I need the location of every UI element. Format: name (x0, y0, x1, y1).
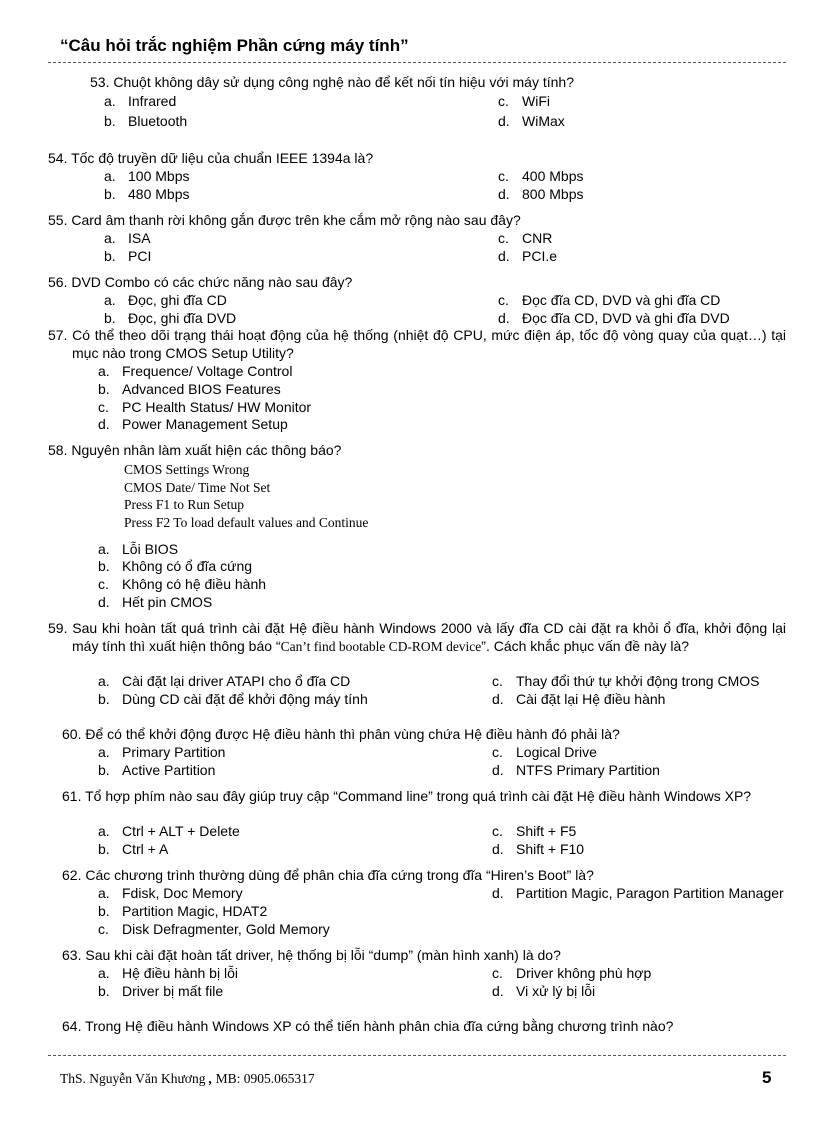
option-c: c. Disk Defragmenter, Gold Memory (98, 921, 330, 937)
phone-number: MB: 0905.065317 (215, 1071, 315, 1086)
option-a: a. Primary Partition (98, 744, 226, 760)
header-divider (48, 62, 786, 63)
question-stem: 58. Nguyên nhân làm xuất hiện các thông báo? (48, 442, 342, 458)
question-55 (48, 212, 786, 230)
error-message: CMOS Date/ Time Not Set (124, 480, 271, 495)
option-d: d. Cài đặt lại Hệ điều hành (492, 691, 666, 707)
question-60 (62, 726, 786, 744)
footer-author: ThS. Nguyễn Văn Khương , MB: 0905.065317 (60, 1071, 315, 1086)
option-d: d. NTFS Primary Partition (492, 762, 660, 778)
option-b: b. Dùng CD cài đặt để khởi động máy tính (98, 691, 368, 707)
question-stem: 61. Tổ hợp phím nào sau đây giúp truy cập “Command line” trong quá trình cài đặt Hệ điều hành Windows XP? (62, 788, 752, 804)
option-c: c. 400 Mbps (498, 168, 584, 184)
option-b: b. Active Partition (98, 762, 216, 778)
question-stem: 64. Trong Hệ điều hành Windows XP có thể tiến hành phân chia đĩa cứng bằng chương trình nào? (62, 1018, 674, 1034)
option-a: a. Fdisk, Doc Memory (98, 885, 243, 901)
option-b: b. Driver bị mất file (98, 983, 224, 999)
error-message: Press F1 to Run Setup (124, 497, 245, 512)
question-62 (62, 867, 786, 885)
option-c: c. Shift + F5 (492, 823, 577, 839)
footer-divider (48, 1055, 786, 1056)
option-d: d. Shift + F10 (492, 841, 585, 857)
option-a: a. Đọc, ghi đĩa CD (104, 292, 227, 308)
question-stem: 59. Sau khi hoàn tất quá trình cài đặt Hệ điều hành Windows 2000 và lấy đĩa CD cài đặt ra khỏi ổ đĩa, khởi động lại máy tính thì xuất hiện thông báo “ (48, 620, 786, 654)
question-59: 59. Sau khi hoàn tất quá trình cài đặt Hệ điều hành Windows 2000 và lấy đĩa CD cài đặt ra khỏi ổ đĩa, khởi động lại máy tính thì xuất hiện thông báo “Can’t find bootable CD-ROM device”. Cách khắc phục vấn đề này là? (48, 620, 786, 654)
option-d: d. Power Management Setup (98, 416, 288, 432)
quoted-error-message: Can’t find bootable CD-ROM device (280, 638, 482, 654)
question-stem: 55. Card âm thanh rời không gắn được trên khe cắm mở rộng nào sau đây? (48, 212, 521, 228)
option-c: c. WiFi (498, 93, 550, 109)
error-message: Press F2 To load default values and Continue (124, 515, 369, 530)
question-56 (48, 274, 786, 292)
option-a: a. Cài đặt lại driver ATAPI cho ổ đĩa CD (98, 673, 351, 689)
option-a: a. Hệ điều hành bị lỗi (98, 965, 238, 981)
option-c: c. CNR (498, 230, 553, 246)
option-c: c. Thay đổi thứ tự khởi động trong CMOS (492, 673, 760, 689)
question-54 (48, 150, 786, 168)
question-57 (48, 327, 786, 362)
option-d: d. Đọc đĩa CD, DVD và ghi đĩa DVD (498, 310, 730, 326)
option-a: a. Frequence/ Voltage Control (98, 363, 293, 379)
option-b: b. Partition Magic, HDAT2 (98, 903, 268, 919)
question-53 (90, 74, 786, 92)
option-a: a. ISA (104, 230, 151, 246)
option-b: b. 480 Mbps (104, 186, 190, 202)
option-c: c. Đọc đĩa CD, DVD và ghi đĩa CD (498, 292, 721, 308)
option-c: c. PC Health Status/ HW Monitor (98, 399, 312, 415)
question-61 (62, 788, 786, 806)
option-a: a. Ctrl + ALT + Delete (98, 823, 240, 839)
page-number: 5 (762, 1068, 772, 1087)
question-63 (62, 947, 786, 965)
question-64 (62, 1018, 786, 1036)
option-a: a. 100 Mbps (104, 168, 190, 184)
option-c: c. Không có hệ điều hành (98, 576, 267, 592)
option-d: d. Hết pin CMOS (98, 594, 213, 610)
question-stem: 54. Tốc độ truyền dữ liệu của chuẩn IEEE 1394a là? (48, 150, 374, 166)
option-d: d. PCI.e (498, 248, 558, 264)
author-name: ThS. Nguyễn Văn Khương (60, 1071, 206, 1086)
question-stem: 60. Để có thể khởi động được Hệ điều hành thì phân vùng chứa Hệ điều hành đó phải là? (62, 726, 620, 742)
option-a: a. Lỗi BIOS (98, 541, 179, 557)
option-b: b. Ctrl + A (98, 841, 169, 857)
option-d: d. Partition Magic, Paragon Partition Manager (492, 885, 784, 901)
option-a: a. Infrared (104, 93, 177, 109)
option-b: b. Bluetooth (104, 113, 188, 129)
question-stem: 62. Các chương trình thường dùng để phân chia đĩa cứng trong đĩa “Hiren’s Boot” là? (62, 867, 594, 883)
question-58 (48, 442, 786, 460)
option-b: b. PCI (104, 248, 152, 264)
option-c: c. Driver không phù hợp (492, 965, 652, 981)
option-b: b. Không có ổ đĩa cứng (98, 558, 253, 574)
option-d: d. Vi xử lý bị lỗi (492, 983, 596, 999)
option-b: b. Advanced BIOS Features (98, 381, 281, 397)
option-d: d. WiMax (498, 113, 565, 129)
document-title: “Câu hỏi trắc nghiệm Phần cứng máy tính” (60, 36, 409, 55)
question-stem: 63. Sau khi cài đặt hoàn tất driver, hệ thống bị lỗi “dump” (màn hình xanh) là do? (62, 947, 561, 963)
error-message: CMOS Settings Wrong (124, 462, 250, 477)
option-d: d. 800 Mbps (498, 186, 584, 202)
option-c: c. Logical Drive (492, 744, 597, 760)
question-stem: 53. Chuột không dây sử dụng công nghệ nào để kết nối tín hiệu với máy tính? (90, 74, 574, 90)
option-b: b. Đọc, ghi đĩa DVD (104, 310, 237, 326)
question-stem: 56. DVD Combo có các chức năng nào sau đây? (48, 274, 353, 290)
question-stem: 57. Có thể theo dõi trạng thái hoạt động của hệ thống (nhiệt độ CPU, mức điện áp, tốc độ vòng quay của quạt…) tại mục nào trong CMOS Setup Utility? (48, 327, 786, 361)
